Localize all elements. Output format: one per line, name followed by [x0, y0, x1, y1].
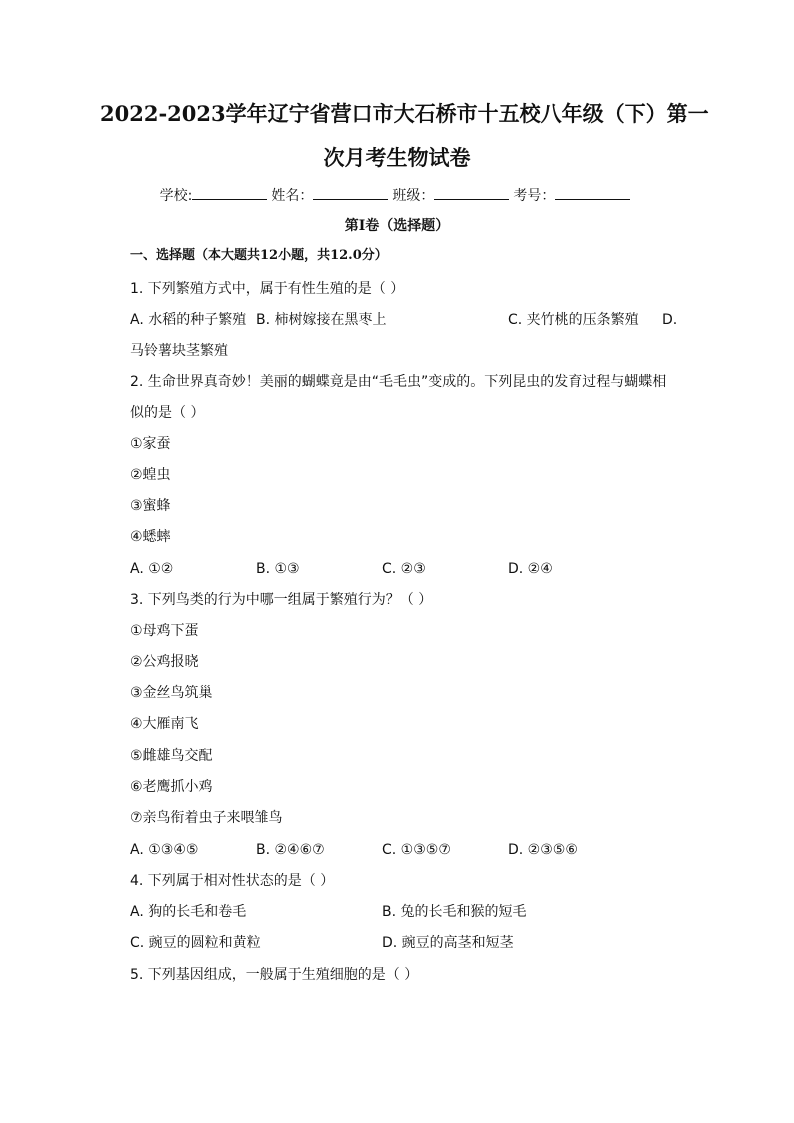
name-label: 姓名： [271, 188, 314, 204]
q4-option-c: C. 豌豆的圆粒和黄粒 [130, 935, 261, 951]
q3-item: ③金丝鸟筑巢 [130, 685, 213, 701]
question-4-stem: 4. 下列属于相对性状态的是（ ） [130, 873, 335, 889]
exam-title-line2: 次月考生物试卷 [323, 145, 471, 170]
q2-option-c: C. ②③ [382, 561, 426, 577]
q2-option-b: B. ①③ [256, 561, 300, 577]
name-blank [313, 185, 388, 200]
q2-option-a: A. ①② [130, 561, 174, 577]
q3-item: ⑤雌雄鸟交配 [130, 748, 213, 764]
school-label: 学校: [159, 188, 193, 204]
question-5-stem: 5. 下列基因组成，一般属于生殖细胞的是（ ） [130, 967, 419, 983]
school-blank [192, 185, 267, 200]
q2-option-d: D. ②④ [508, 561, 553, 577]
question-3-stem: 3. 下列鸟类的行为中哪一组属于繁殖行为？（ ） [130, 592, 433, 608]
q3-option-d: D. ②③⑤⑥ [508, 842, 578, 858]
q3-item: ②公鸡报晓 [130, 654, 199, 670]
section-title: 一、选择题（本大题共12小题，共12.0分） [130, 248, 388, 263]
q3-item: ④大雁南飞 [130, 716, 199, 732]
q1-option-d: D. [662, 312, 678, 328]
q2-item: ④蟋蟀 [130, 529, 171, 545]
exam-no-blank [555, 185, 630, 200]
student-info-row [130, 185, 664, 206]
question-2-stem-line2: 似的是（ ） [130, 405, 205, 421]
exam-no-label: 考号： [513, 188, 556, 204]
q4-option-d: D. 豌豆的高茎和短茎 [382, 935, 514, 951]
question-1-stem: 1. 下列繁殖方式中，属于有性生殖的是（ ） [130, 281, 405, 297]
q3-option-a: A. ①③④⑤ [130, 842, 199, 858]
q3-option-c: C. ①③⑤⑦ [382, 842, 451, 858]
q1-option-c: C. 夹竹桃的压条繁殖 [508, 312, 639, 328]
q3-option-b: B. ②④⑥⑦ [256, 842, 325, 858]
volume-title: 第I卷（选择题） [344, 218, 450, 234]
q4-option-a: A. 狗的长毛和卷毛 [130, 904, 247, 920]
class-label: 班级： [392, 188, 435, 204]
q1-option-d-text: 马铃薯块茎繁殖 [130, 343, 228, 359]
q2-item: ③蜜蜂 [130, 498, 171, 514]
q1-option-b: B. 柿树嫁接在黑枣上 [256, 312, 387, 328]
question-2-stem-line1: 2. 生命世界真奇妙！美丽的蝴蝶竟是由“毛毛虫”变成的。下列昆虫的发育过程与蝴蝶相 [130, 374, 667, 390]
q3-item: ⑦亲鸟衔着虫子来喂雏鸟 [130, 810, 283, 826]
q4-option-b: B. 兔的长毛和猴的短毛 [382, 904, 527, 920]
q2-item: ②蝗虫 [130, 467, 171, 483]
q1-option-a: A. 水稻的种子繁殖 [130, 312, 247, 328]
q3-item: ①母鸡下蛋 [130, 623, 199, 639]
q2-item: ①家蚕 [130, 436, 171, 452]
exam-title-line1: 2022-2023学年辽宁省营口市大石桥市十五校八年级（下）第一 [100, 101, 709, 126]
class-blank [434, 185, 509, 200]
q3-item: ⑥老鹰抓小鸡 [130, 779, 213, 795]
